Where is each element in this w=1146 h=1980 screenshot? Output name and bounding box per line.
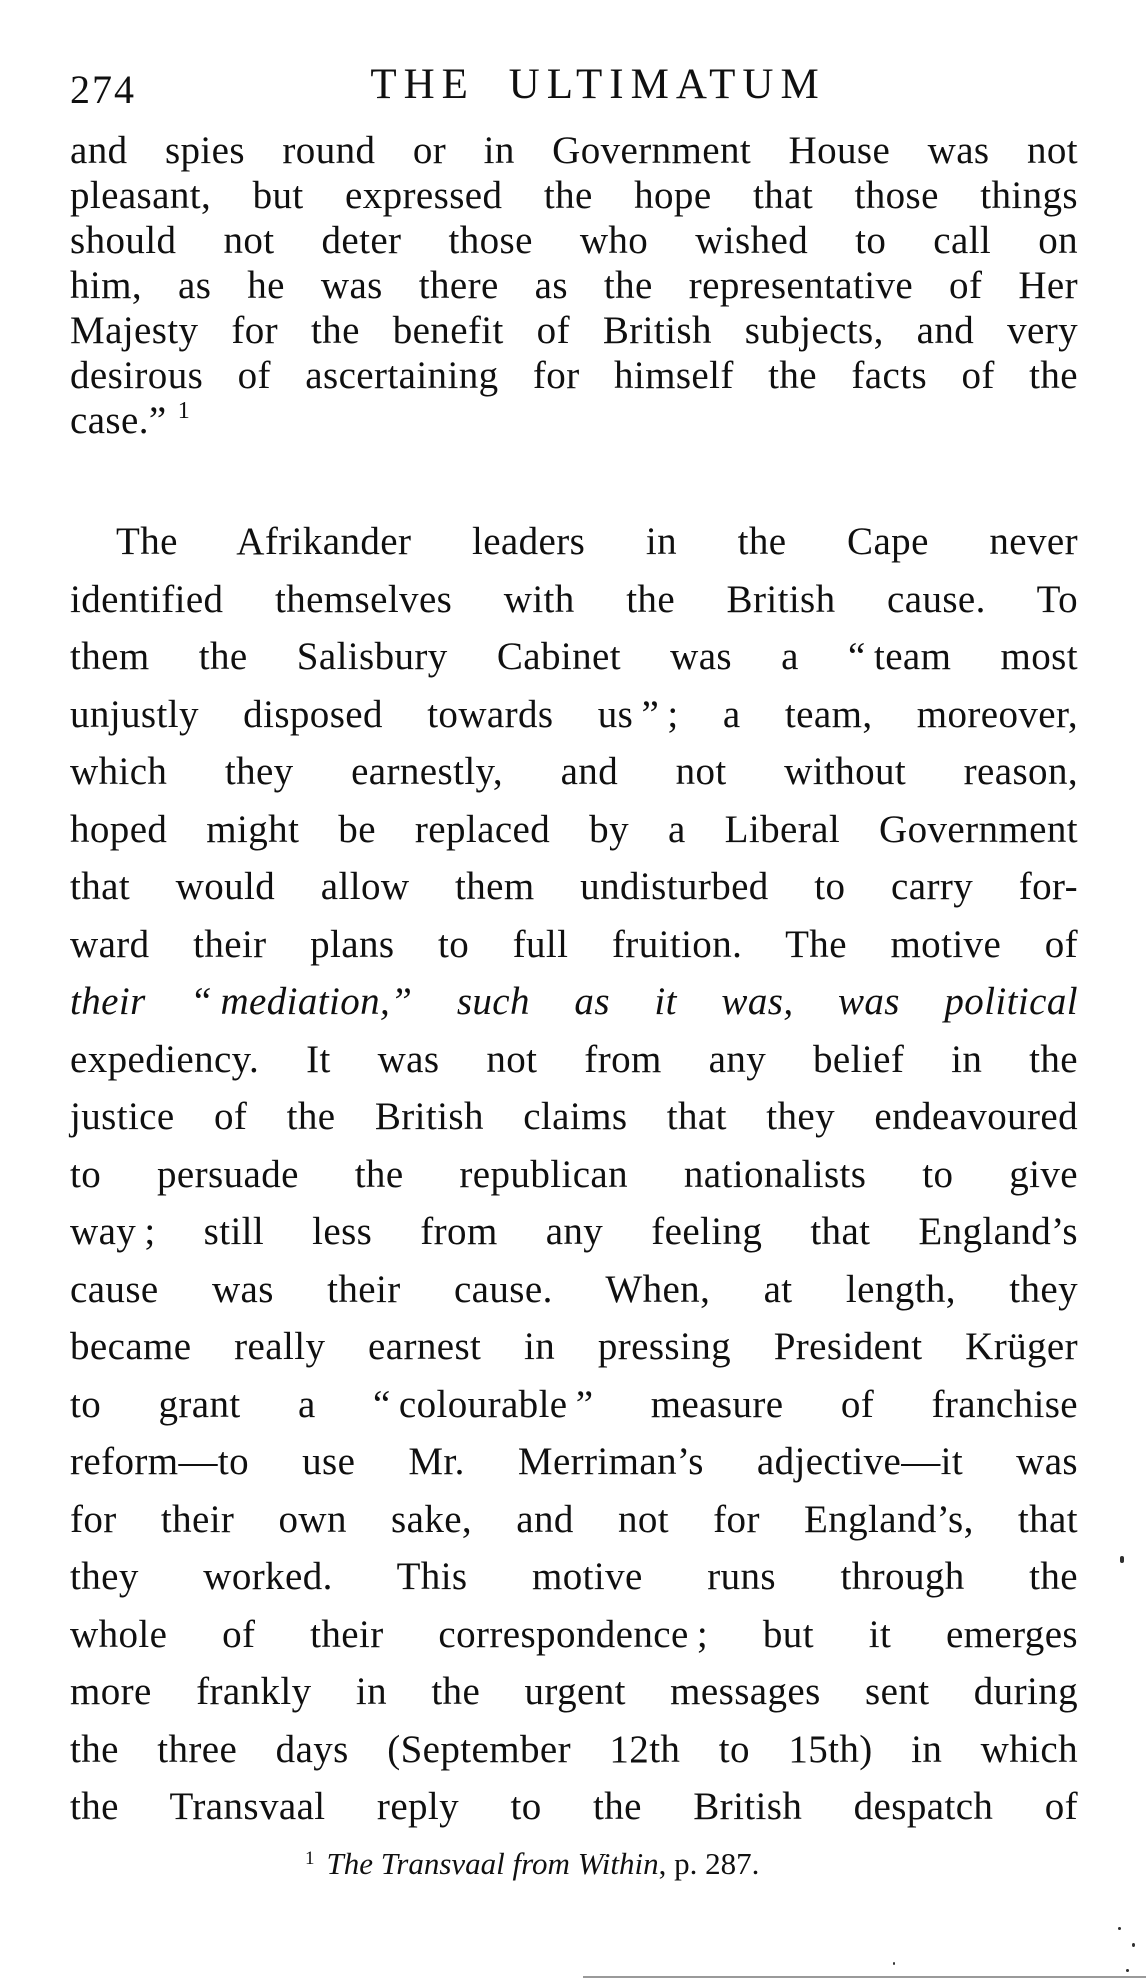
text-line	[70, 1146, 1078, 1204]
ink-speck	[893, 1962, 895, 1965]
text-line	[70, 1203, 1078, 1261]
text-line	[70, 308, 1078, 353]
text-line	[70, 1031, 1078, 1089]
text-segment: pleasant, but expressed the hope that those things	[70, 174, 1078, 217]
text-line	[70, 1318, 1078, 1376]
text-segment: to persuade the republican nationalists to give	[70, 1152, 1078, 1196]
running-head	[0, 60, 1146, 114]
text-line	[70, 1376, 1078, 1434]
text-segment: identified themselves with the British cause. To	[70, 577, 1078, 621]
text-line	[70, 398, 1078, 443]
text-line	[70, 1721, 1078, 1779]
text-line	[70, 263, 1078, 308]
text-segment: should not deter those who wished to call on	[70, 219, 1078, 262]
text-line	[70, 571, 1078, 629]
text-segment: their “ mediation,” such as it was, was political	[70, 980, 1078, 1023]
paragraph	[70, 513, 1078, 1836]
text-line	[70, 1663, 1078, 1721]
text-line	[70, 628, 1078, 686]
text-segment: became really earnest in pressing President Krüger	[70, 1325, 1078, 1368]
text-segment: that would allow them undisturbed to carry for-	[70, 865, 1078, 908]
text-segment: cause was their cause. When, at length, they	[70, 1267, 1078, 1311]
text-line	[70, 128, 1078, 173]
text-segment: them the Salisbury Cabinet was a “ team most	[70, 635, 1078, 678]
text-line	[70, 686, 1078, 744]
text-line	[70, 916, 1078, 974]
text-line	[70, 801, 1078, 859]
text-segment: the three days (September 12th to 15th) in which	[70, 1727, 1078, 1771]
scan-edge-artifact	[583, 1976, 1146, 1978]
text-line	[70, 1606, 1078, 1664]
text-segment: case.”	[70, 399, 178, 442]
text-line	[70, 1491, 1078, 1549]
text-segment: for their own sake, and not for England’s, that	[70, 1497, 1078, 1541]
text-line	[70, 513, 1078, 571]
text-segment: more frankly in the urgent messages sent during	[70, 1670, 1078, 1713]
footnote	[305, 1846, 759, 1882]
text-segment: Majesty for the benefit of British subjects, and very	[70, 309, 1078, 352]
text-segment: justice of the British claims that they endeavoured	[70, 1095, 1078, 1138]
text-segment: the Transvaal reply to the British despatch of	[70, 1785, 1078, 1828]
page-number: 274	[70, 67, 136, 112]
text-segment: reform—to use Mr. Merriman’s adjective—it was	[70, 1440, 1078, 1483]
text-line	[70, 173, 1078, 218]
text-line	[70, 1433, 1078, 1491]
ink-speck	[1126, 1969, 1129, 1972]
text-segment: him, as he was there as the representative of Her	[70, 264, 1078, 307]
footnote-marker: 1	[305, 1848, 315, 1869]
footnote-text: The Transvaal from Within	[326, 1846, 659, 1881]
text-segment: desirous of ascertaining for himself the facts of the	[70, 354, 1078, 397]
ink-speck	[1118, 1927, 1121, 1930]
text-segment: whole of their correspondence ; but it emerges	[70, 1612, 1078, 1656]
text-segment: unjustly disposed towards us ” ; a team, moreover,	[70, 692, 1078, 736]
text-line	[70, 1548, 1078, 1606]
running-title: THE ULTIMATUM	[370, 61, 826, 108]
text-segment: The Afrikander leaders in the Cape never	[116, 520, 1078, 563]
footnote-text: , p. 287.	[658, 1846, 760, 1881]
footnote-marker: 1	[177, 398, 190, 424]
text-line	[70, 1261, 1078, 1319]
text-segment: they worked. This motive runs through the	[70, 1555, 1078, 1598]
text-segment: and spies round or in Government House was not	[70, 129, 1078, 172]
text-segment: hoped might be replaced by a Liberal Government	[70, 807, 1078, 851]
ink-speck	[1132, 1943, 1135, 1947]
text-segment: ward their plans to full fruition. The motive of	[70, 922, 1078, 966]
text-segment: which they earnestly, and not without reason,	[70, 750, 1078, 793]
text-line	[70, 1088, 1078, 1146]
text-line	[70, 743, 1078, 801]
text-line	[70, 353, 1078, 398]
text-segment: way ; still less from any feeling that England’s	[70, 1210, 1078, 1253]
text-line	[70, 973, 1078, 1031]
page-body	[70, 128, 1078, 1836]
text-line	[70, 218, 1078, 263]
paragraph	[70, 128, 1078, 443]
text-segment: to grant a “ colourable ” measure of franchise	[70, 1382, 1078, 1426]
text-segment: expediency. It was not from any belief in the	[70, 1037, 1078, 1081]
ink-speck	[1120, 1556, 1124, 1563]
text-line	[70, 858, 1078, 916]
text-line	[70, 1778, 1078, 1836]
